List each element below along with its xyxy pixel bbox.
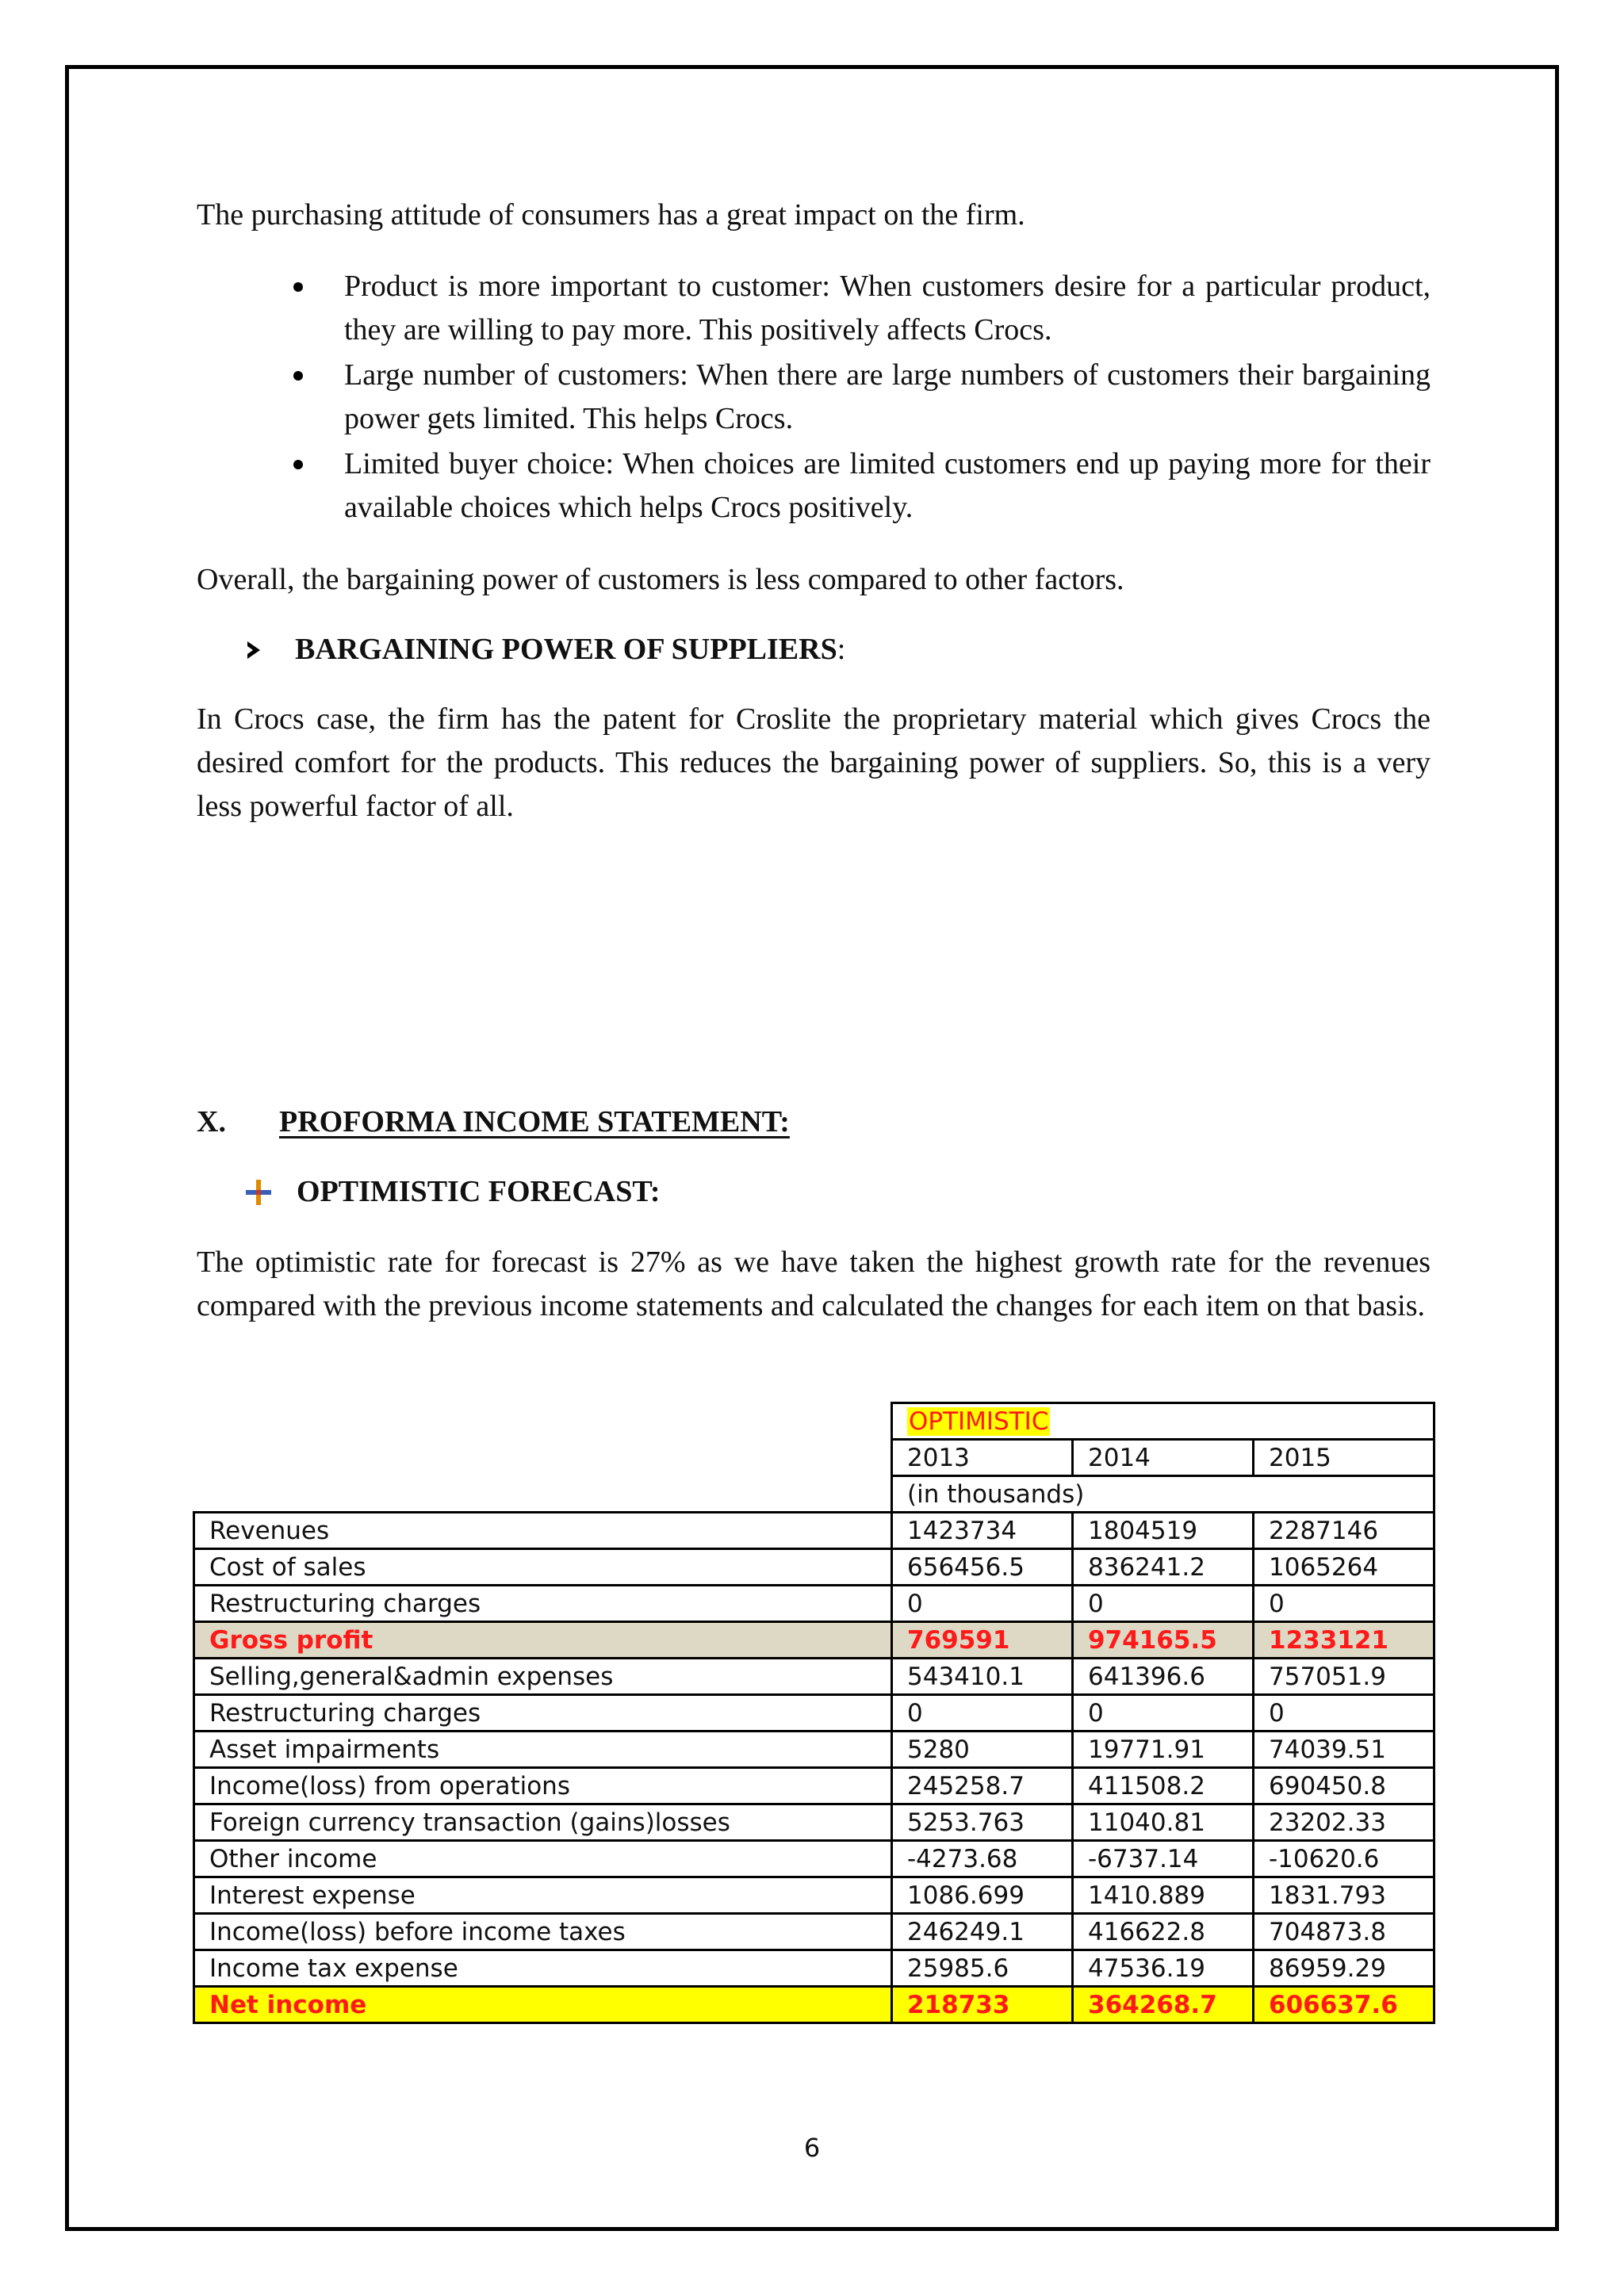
table-row — [194, 1513, 1434, 1549]
value-cell: 1423734 — [892, 1513, 1073, 1549]
value-cell: 1065264 — [1254, 1549, 1434, 1586]
row-label: Gross profit — [194, 1622, 892, 1659]
row-label: Income(loss) from operations — [194, 1768, 892, 1804]
optimistic-heading-text: OPTIMISTIC FORECAST: — [297, 1175, 661, 1208]
bullet-text: Limited buyer choice: When choices are limited customers end up paying more for their available choices which helps Crocs positively. — [344, 447, 1431, 524]
row-label: Income(loss) before income taxes — [194, 1914, 892, 1950]
table-row — [194, 1768, 1434, 1804]
income-statement-table — [193, 1402, 1435, 2024]
bullet-text: Product is more important to customer: When customers desire for a particular product, they are willing to pay more. This positively affects Crocs. — [344, 270, 1431, 346]
value-cell: 769591 — [892, 1622, 1073, 1659]
value-cell: 23202.33 — [1254, 1804, 1434, 1841]
value-cell: -6737.14 — [1073, 1841, 1254, 1877]
value-cell: 5253.763 — [892, 1804, 1073, 1841]
scenario-row — [194, 1403, 1434, 1440]
value-cell: 757051.9 — [1254, 1659, 1434, 1695]
section-title: PROFORMA INCOME STATEMENT: — [279, 1105, 790, 1138]
plus-bullet-icon — [244, 1178, 273, 1207]
bullet-icon — [293, 460, 303, 469]
table-row — [194, 1586, 1434, 1622]
value-cell: 1086.699 — [892, 1877, 1073, 1914]
table-row — [194, 1732, 1434, 1768]
value-cell: 656456.5 — [892, 1549, 1073, 1586]
arrow-bullet-icon — [247, 641, 260, 659]
value-cell: 245258.7 — [892, 1768, 1073, 1804]
row-label: Net income — [194, 1987, 892, 2023]
scenario-label: OPTIMISTIC — [909, 1406, 1049, 1436]
overall-paragraph: Overall, the bargaining power of customers is less compared to other factors. — [197, 563, 1124, 596]
section-number: X. — [197, 1105, 226, 1138]
value-cell: 0 — [1073, 1695, 1254, 1732]
value-cell: 47536.19 — [1073, 1950, 1254, 1987]
value-cell: 5280 — [892, 1732, 1073, 1768]
value-cell: 364268.7 — [1073, 1987, 1254, 2023]
row-label: Cost of sales — [194, 1549, 892, 1586]
bullet-item — [293, 354, 1431, 441]
section-heading — [197, 1100, 790, 1144]
suppliers-paragraph: In Crocs case, the firm has the patent for Croslite the proprietary material which gives Crocs the desired comfort for the products. This reduces the bargaining power of suppliers. So, this is a very less powerful factor of all. — [197, 702, 1431, 823]
row-label: Interest expense — [194, 1877, 892, 1914]
suppliers-heading-text: BARGAINING POWER OF SUPPLIERS — [295, 633, 837, 666]
table-row — [194, 1950, 1434, 1987]
suppliers-heading-colon: : — [837, 633, 846, 666]
units-cell: (in thousands) — [892, 1476, 1434, 1513]
table-row — [194, 1877, 1434, 1914]
table-row — [194, 1695, 1434, 1732]
row-label: Foreign currency transaction (gains)losses — [194, 1804, 892, 1841]
value-cell: 974165.5 — [1073, 1622, 1254, 1659]
row-label: Asset impairments — [194, 1732, 892, 1768]
value-cell: 74039.51 — [1254, 1732, 1434, 1768]
forecast-paragraph: The optimistic rate for forecast is 27% as we have taken the highest growth rate for the revenues compared with the previous income statements and calculated the changes for each item on that basis. — [197, 1246, 1431, 1322]
row-label: Revenues — [194, 1513, 892, 1549]
table-row — [194, 1914, 1434, 1950]
suppliers-heading — [247, 628, 845, 672]
row-label: Restructuring charges — [194, 1586, 892, 1622]
value-cell: 1831.793 — [1254, 1877, 1434, 1914]
optimistic-heading — [244, 1170, 661, 1214]
value-cell: 246249.1 — [892, 1914, 1073, 1950]
row-label: Income tax expense — [194, 1950, 892, 1987]
row-label: Selling,general&admin expenses — [194, 1659, 892, 1695]
value-cell: 86959.29 — [1254, 1950, 1434, 1987]
bullet-item — [293, 442, 1431, 530]
value-cell: 0 — [892, 1695, 1073, 1732]
value-cell: 1804519 — [1073, 1513, 1254, 1549]
year-cell: 2015 — [1254, 1440, 1434, 1476]
intro-paragraph: The purchasing attitude of consumers has a great impact on the firm. — [197, 198, 1025, 232]
value-cell: -4273.68 — [892, 1841, 1073, 1877]
bullet-icon — [293, 282, 303, 292]
value-cell: 0 — [1254, 1586, 1434, 1622]
value-cell: 1233121 — [1254, 1622, 1434, 1659]
value-cell: 25985.6 — [892, 1950, 1073, 1987]
value-cell: 416622.8 — [1073, 1914, 1254, 1950]
net-income-row — [194, 1987, 1434, 2023]
value-cell: 836241.2 — [1073, 1549, 1254, 1586]
value-cell: 218733 — [892, 1987, 1073, 2023]
value-cell: 1410.889 — [1073, 1877, 1254, 1914]
bullet-list — [293, 265, 1431, 531]
value-cell: 19771.91 — [1073, 1732, 1254, 1768]
page-number: 6 — [803, 2133, 821, 2163]
year-cell: 2014 — [1073, 1440, 1254, 1476]
value-cell: 641396.6 — [1073, 1659, 1254, 1695]
gross-profit-row — [194, 1622, 1434, 1659]
value-cell: 0 — [1254, 1695, 1434, 1732]
bullet-icon — [293, 371, 303, 381]
row-label: Restructuring charges — [194, 1695, 892, 1732]
value-cell: 704873.8 — [1254, 1914, 1434, 1950]
units-row — [194, 1476, 1434, 1513]
row-label: Other income — [194, 1841, 892, 1877]
bullet-text: Large number of customers: When there are large numbers of customers their bargaining power gets limited. This helps Crocs. — [344, 358, 1431, 435]
value-cell: 411508.2 — [1073, 1768, 1254, 1804]
value-cell: 690450.8 — [1254, 1768, 1434, 1804]
value-cell: 606637.6 — [1254, 1987, 1434, 2023]
value-cell: 11040.81 — [1073, 1804, 1254, 1841]
value-cell: 0 — [1073, 1586, 1254, 1622]
table-row — [194, 1549, 1434, 1586]
bullet-item — [293, 265, 1431, 352]
table-row — [194, 1841, 1434, 1877]
value-cell: 0 — [892, 1586, 1073, 1622]
year-cell: 2013 — [892, 1440, 1073, 1476]
scenario-cell — [892, 1403, 1434, 1440]
table-row — [194, 1804, 1434, 1841]
value-cell: 2287146 — [1254, 1513, 1434, 1549]
value-cell: -10620.6 — [1254, 1841, 1434, 1877]
years-row — [194, 1440, 1434, 1476]
table-row — [194, 1659, 1434, 1695]
value-cell: 543410.1 — [892, 1659, 1073, 1695]
